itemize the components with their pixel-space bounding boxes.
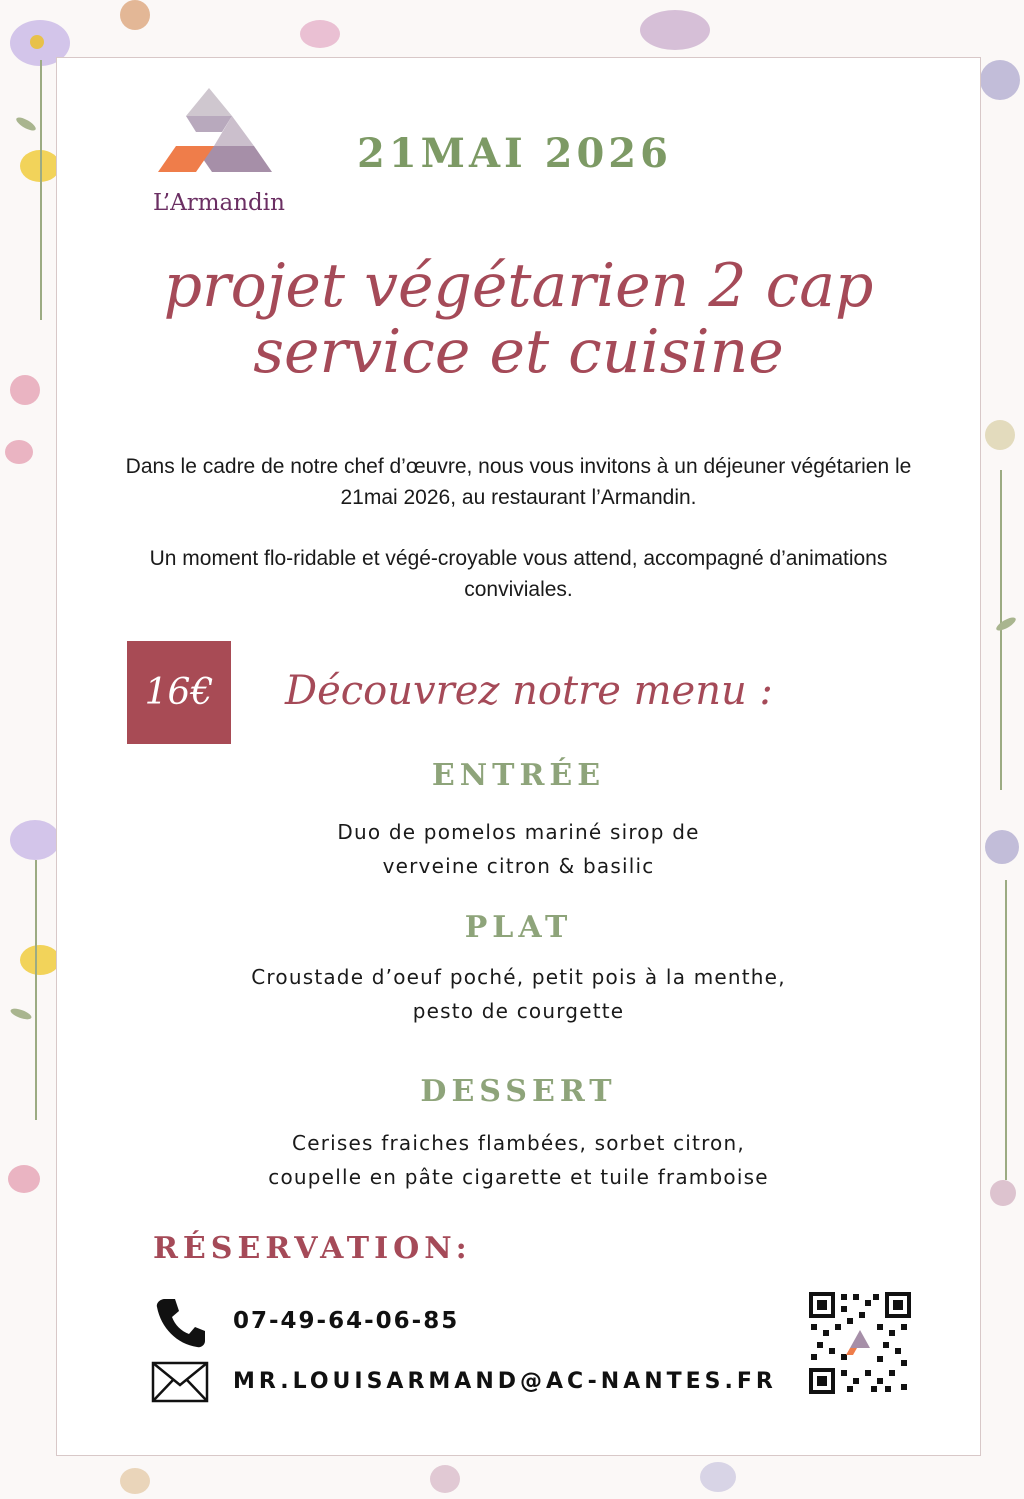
phone-icon bbox=[153, 1295, 209, 1351]
entree-line-2: verveine citron & basilic bbox=[382, 854, 655, 878]
title-line-1: projet végétarien 2 cap bbox=[163, 251, 874, 321]
intro-paragraph-2: Un moment flo-ridable et végé-croyable vous attend, accompagné d’animations conviviales. bbox=[149, 547, 888, 601]
dessert-line-1: Cerises fraiches flambées, sorbet citron, bbox=[292, 1131, 745, 1155]
dessert-line-2: coupelle en pâte cigarette et tuile framboise bbox=[268, 1165, 769, 1189]
entree-line-1: Duo de pomelos mariné sirop de bbox=[337, 820, 700, 844]
event-date: 21MAI 2026 bbox=[357, 130, 672, 177]
plat-description bbox=[57, 960, 980, 1028]
dessert-title: DESSERT bbox=[420, 1074, 617, 1109]
phone-number[interactable]: 07-49-64-06-85 bbox=[233, 1308, 460, 1334]
page-title bbox=[97, 253, 940, 385]
mail-icon bbox=[151, 1361, 209, 1403]
reservation-title: RÉSERVATION: bbox=[153, 1231, 472, 1266]
email-address[interactable]: MR.LOUISARMAND@AC-NANTES.FR bbox=[233, 1369, 777, 1394]
menu-heading: Découvrez notre menu : bbox=[285, 668, 773, 714]
plat-line-2: pesto de courgette bbox=[412, 999, 625, 1023]
entree-title: ENTRÉE bbox=[431, 758, 606, 793]
intro-paragraph-1: Dans le cadre de notre chef d’œuvre, nous vous invitons à un déjeuner végétarien le 21mai 2026, au restaurant l’Armandin. bbox=[125, 455, 912, 509]
intro-text bbox=[117, 451, 920, 635]
price-badge: 16€ bbox=[127, 641, 231, 744]
entree-description bbox=[57, 815, 980, 883]
plat-line-1: Croustade d’oeuf poché, petit pois à la menthe, bbox=[251, 965, 786, 989]
logo-text: L’Armandin bbox=[153, 190, 285, 216]
plat-title: PLAT bbox=[464, 910, 573, 945]
qr-code-icon[interactable] bbox=[807, 1290, 913, 1396]
invitation-card bbox=[56, 57, 981, 1456]
dessert-description bbox=[57, 1126, 980, 1194]
title-line-2: service et cuisine bbox=[253, 317, 784, 387]
